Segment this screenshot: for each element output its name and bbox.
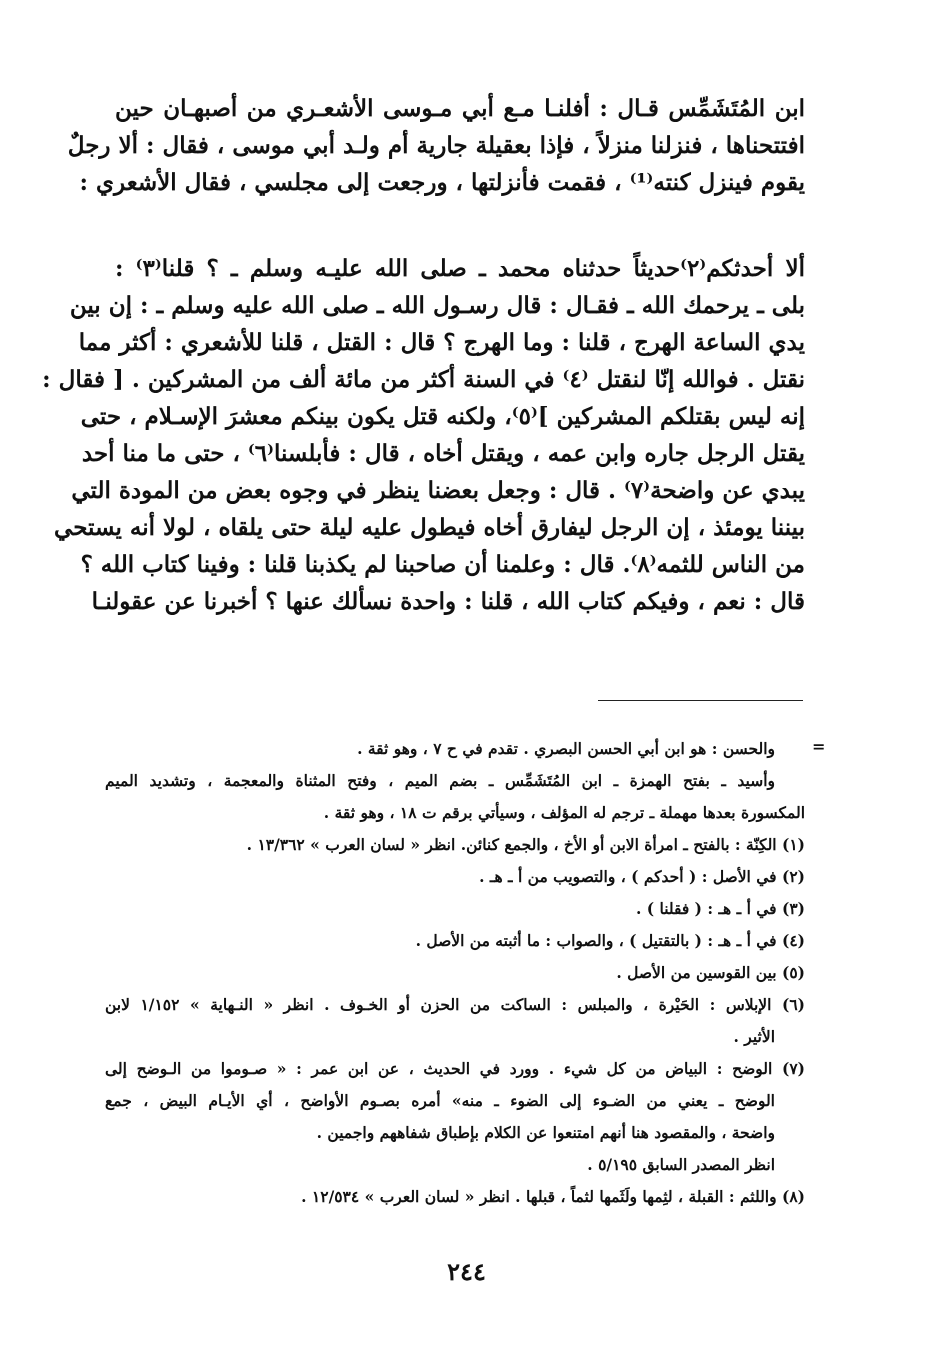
text-line: ألا أحدثكم⁽٢⁾حديثاً حدثناه محمد ـ صلى الله عليـه وسلم ـ ؟ قلنا⁽٣⁾ : <box>115 255 805 282</box>
text-line: يقوم فينزل كنته⁽¹⁾ ، فقمت فأنزلتها ، ورجعت إلى مجلسي ، فقال الأشعري : <box>79 169 805 196</box>
text-line: بلى ـ يرحمك الله ـ فقـال : قال رسـول الله ـ صلى الله عليه وسلم ـ : إن بين <box>69 292 805 319</box>
footnote-5: (٥) بين القوسين من الأصل . <box>616 963 805 982</box>
footnotes <box>105 733 805 1213</box>
footnote-2: (٢) في الأصل : ( أحدكم ) ، والتصويب من أ ـ هـ . <box>479 867 805 886</box>
footnote-7: (٧) الوضح : البياض من كل شيء . وورد في الحديث ، عن ابن عمر : « صـوموا من الـوضح إلى <box>105 1059 805 1078</box>
text-line: بيننا يومئذ ، إن الرجل ليفارق أخاه فيطول عليه ليلة حتى يلقاه ، لولا أنه يستحي <box>54 514 805 541</box>
text-line: قال : نعم ، وفيكم كتاب الله ، قلنا : واحدة نسألك عنها ؟ أخبرنا عن عقولنـا <box>91 588 805 615</box>
text-line: افتتحناها ، فنزلنا منزلاً ، فإذا بعقيلة جارية أم ولـد أبي موسى ، فقال : ألا رجلٌ <box>67 132 805 159</box>
text-line: يدي الساعة الهرج ، قلنا : وما الهرج ؟ قال : القتل ، قلنا للأشعري : أكثر مما <box>78 329 805 356</box>
footnote-divider <box>598 700 803 701</box>
text-line: نقتل . فوالله إنّا لنقتل ⁽٤⁾ في السنة أكثر من مائة ألف من المشركين . [ فقال : <box>42 366 805 393</box>
footnote-8: (٨) واللثم : القبلة ، لثِمها ولَثَمها لثماً ، قبلها . انظر « لسان العرب » ١٢/٥٣٤ . <box>301 1187 805 1206</box>
footnote-6-cont: الأثير . <box>733 1027 775 1046</box>
footnote-7-cont: واضحة ، والمقصود هنا أنهم امتنعوا عن الكلام بإطباق شفاههم واجمين . <box>316 1123 775 1142</box>
footnote-1: (١) الكِنّة : بالفتح ـ امرأة الابن أو الأخ ، والجمع كنائن. انظر « لسان العرب » ١٣/٣٦٢ . <box>246 835 805 854</box>
page-number: ٢٤٤ <box>447 1257 486 1286</box>
continuation-mark: = <box>812 737 826 756</box>
text-line: إنه ليس بقتلكم المشركين ]⁽٥⁾، ولكنه قتل يكون بينكم معشرَ الإسـلام ، حتى <box>80 403 805 430</box>
footnote-6: (٦) الإبلاس : الحَيْرة ، والمبلس : الساكت من الحزن أو الخـوف . انظر « النـهاية » ١/١٥٢ لابن <box>105 995 805 1014</box>
paragraph-2 <box>42 250 805 620</box>
text-line: يبدي عن واضحة⁽٧⁾ . قال : وجعل بعضنا ينظر في وجوه بعض من المودة التي <box>71 477 805 504</box>
footnote-line: والحسن : هو ابن أبي الحسن البصري . تقدم في ح ٧ ، وهو ثقة . <box>357 739 775 758</box>
footnote-4: (٤) في أ ـ هـ : ( بالتقتيل ) ، والصواب : ما أثبته من الأصل . <box>415 931 805 950</box>
paragraph-1 <box>67 90 805 201</box>
text-line: ابن المُتَشَمِّس قـال : أفلنـا مـع أبي مـوسى الأشعـري من أصبهـان حين <box>115 95 805 122</box>
footnote-7-cont: الوضح ـ يعني من الضـوء إلى الضوء ـ منه» أمره بصـوم الأواضح ، أي الأيـام البيض ، جمع <box>105 1091 775 1110</box>
footnote-line: وأسيد ـ بفتح الهمزة ـ ابن المُتَشَمِّس ـ بضم الميم ، وفتح المثناة والمعجمة ، وتشديد الميم <box>105 771 775 790</box>
text-line: من الناس للثمه⁽٨⁾. قال : وعلمنا أن صاحبنا لم يكذبنا قلنا : وفينا كتاب الله ؟ <box>80 551 805 578</box>
footnote-line: المكسورة بعدها مهملة ـ ترجم له المؤلف ، وسيأتي برقم ت ١٨ ، وهو ثقة . <box>323 803 805 822</box>
text-line: يقتل الرجل جاره وابن عمه ، ويقتل أخاه ، قال : فأبلسنا⁽٦⁾ ، حتى ما منا أحد <box>81 440 805 467</box>
footnote-7-ref: انظر المصدر السابق ٥/١٩٥ . <box>587 1155 775 1174</box>
footnote-3: (٣) في أ ـ هـ : ( فقلنا ) . <box>635 899 805 918</box>
